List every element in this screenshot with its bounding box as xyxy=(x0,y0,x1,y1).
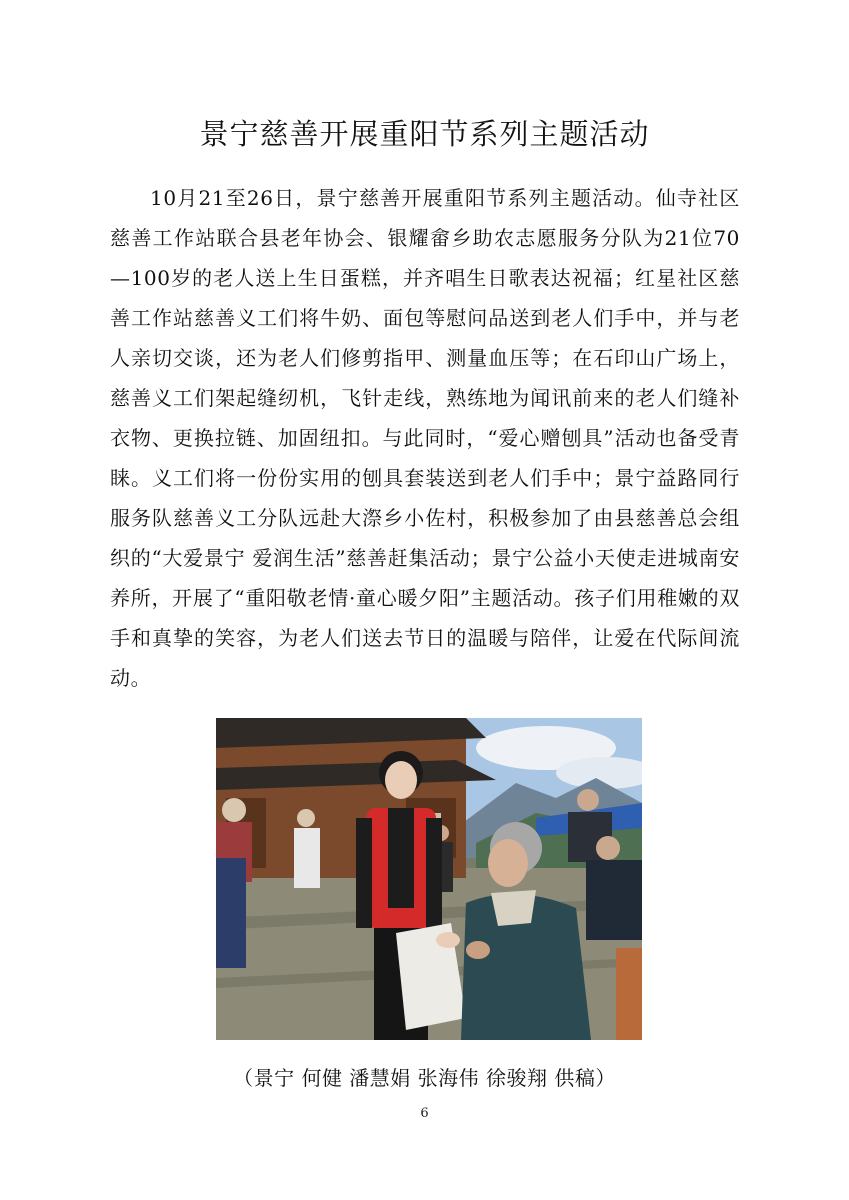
article-title: 景宁慈善开展重阳节系列主题活动 xyxy=(199,117,650,151)
event-photo-illustration xyxy=(216,718,642,1040)
event-photo xyxy=(216,718,642,1040)
article-credit: （景宁 何健 潘慧娟 张海伟 徐骏翔 供稿） xyxy=(233,1066,616,1090)
page-number: 6 xyxy=(420,1106,429,1121)
article-body: 10月21至26日，景宁慈善开展重阳节系列主题活动。仙寺社区慈善工作站联合县老年协会、银耀畲乡助农志愿服务分队为21位70—100岁的老人送上生日蛋糕，并齐唱生日歌表达祝福；红星社区慈善工作站慈善义工们将牛奶、面包等慰问品送到老人们手中，并与老人亲切交谈，还为老人们修剪指甲、测量血压等；在石印山广场上，慈善义工们架起缝纫机，飞针走线，熟练地为闻讯前来的老人们缝补衣物、更换拉链、加固纽扣。与此同时，“爱心赠刨具”活动也备受青睐。义工们将一份份实用的刨具套装送到老人们手中；景宁益路同行服务队慈善义工分队远赴大漈乡小佐村，积极参加了由县慈善总会组织的“大爱景宁 爱润生活”慈善赶集活动；景宁公益小天使走进城南安养所，开展了“重阳敬老情·童心暖夕阳”主题活动。孩子们用稚嫩的双手和真挚的笑容，为老人们送去节日的温暖与陪伴，让爱在代际间流动。 xyxy=(110,186,740,690)
